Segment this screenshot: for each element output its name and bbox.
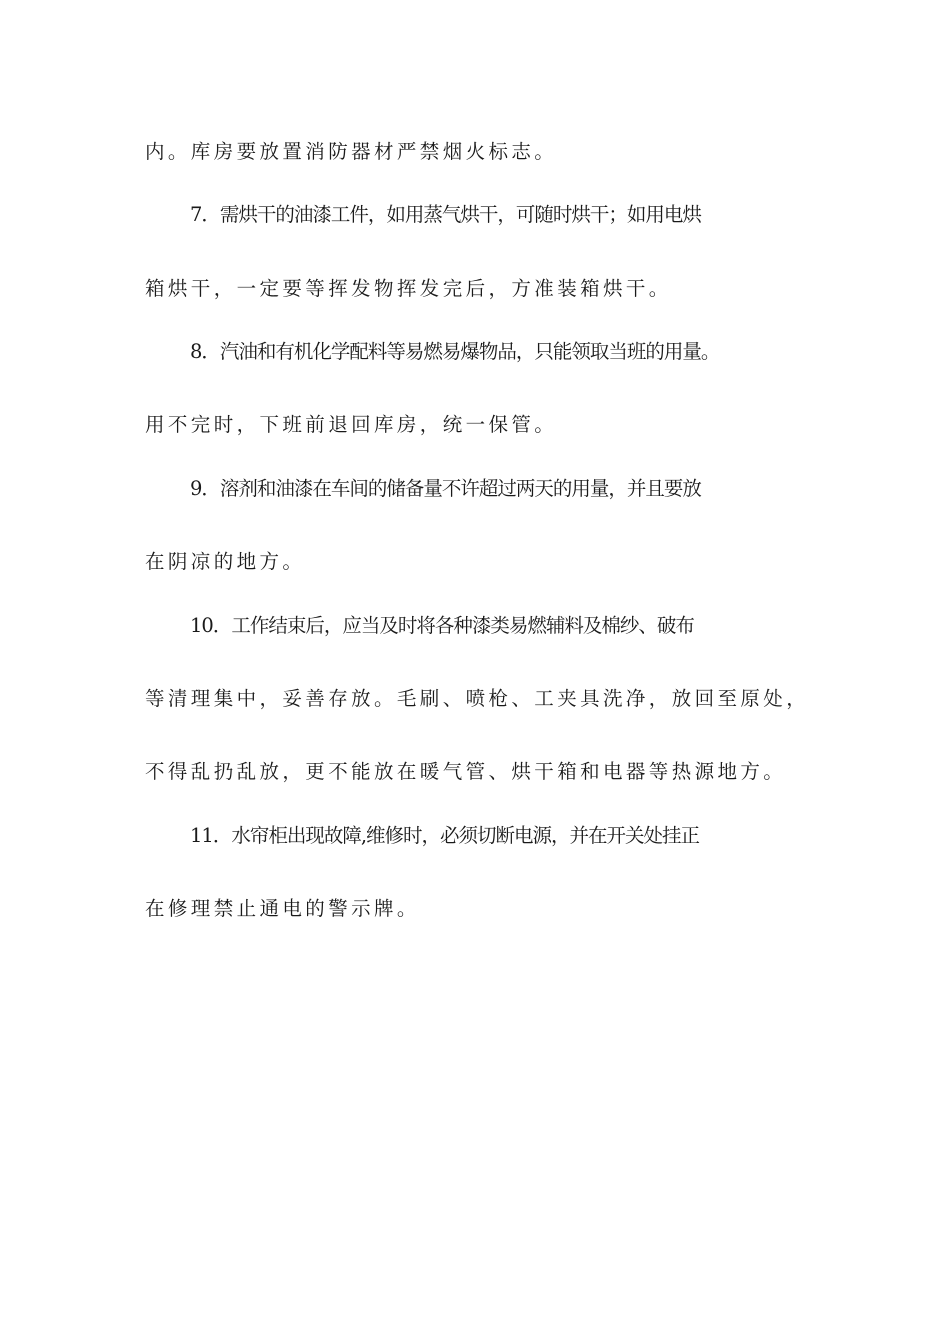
paragraph-line: 7．需烘干的油漆工件，如用蒸气烘干，可随时烘干；如用电烘 — [190, 203, 701, 226]
paragraph-line: 等清理集中，妥善存放。毛刷、喷枪、工夹具洗净，放回至原处， — [145, 687, 810, 710]
paragraph-line: 内。库房要放置消防器材严禁烟火标志。 — [145, 140, 558, 163]
paragraph-line: 11．水帘柜出现故障,维修时，必须切断电源，并在开关处挂正 — [190, 824, 700, 847]
paragraph-line: 9．溶剂和油漆在车间的储备量不许超过两天的用量，并且要放 — [190, 477, 701, 500]
paragraph-line: 箱烘干，一定要等挥发物挥发完后，方准装箱烘干。 — [145, 277, 672, 300]
paragraph-line: 用不完时，下班前退回库房，统一保管。 — [145, 413, 558, 436]
paragraph-line: 不得乱扔乱放，更不能放在暖气管、烘干箱和电器等热源地方。 — [145, 760, 787, 783]
paragraph-line: 在修理禁止通电的警示牌。 — [145, 897, 420, 920]
paragraph-line: 在阴凉的地方。 — [145, 550, 306, 573]
paragraph-line: 8．汽油和有机化学配料等易燃易爆物品，只能领取当班的用量。 — [190, 340, 720, 363]
paragraph-line: 10．工作结束后，应当及时将各种漆类易燃辅料及棉纱、破布 — [190, 614, 694, 637]
